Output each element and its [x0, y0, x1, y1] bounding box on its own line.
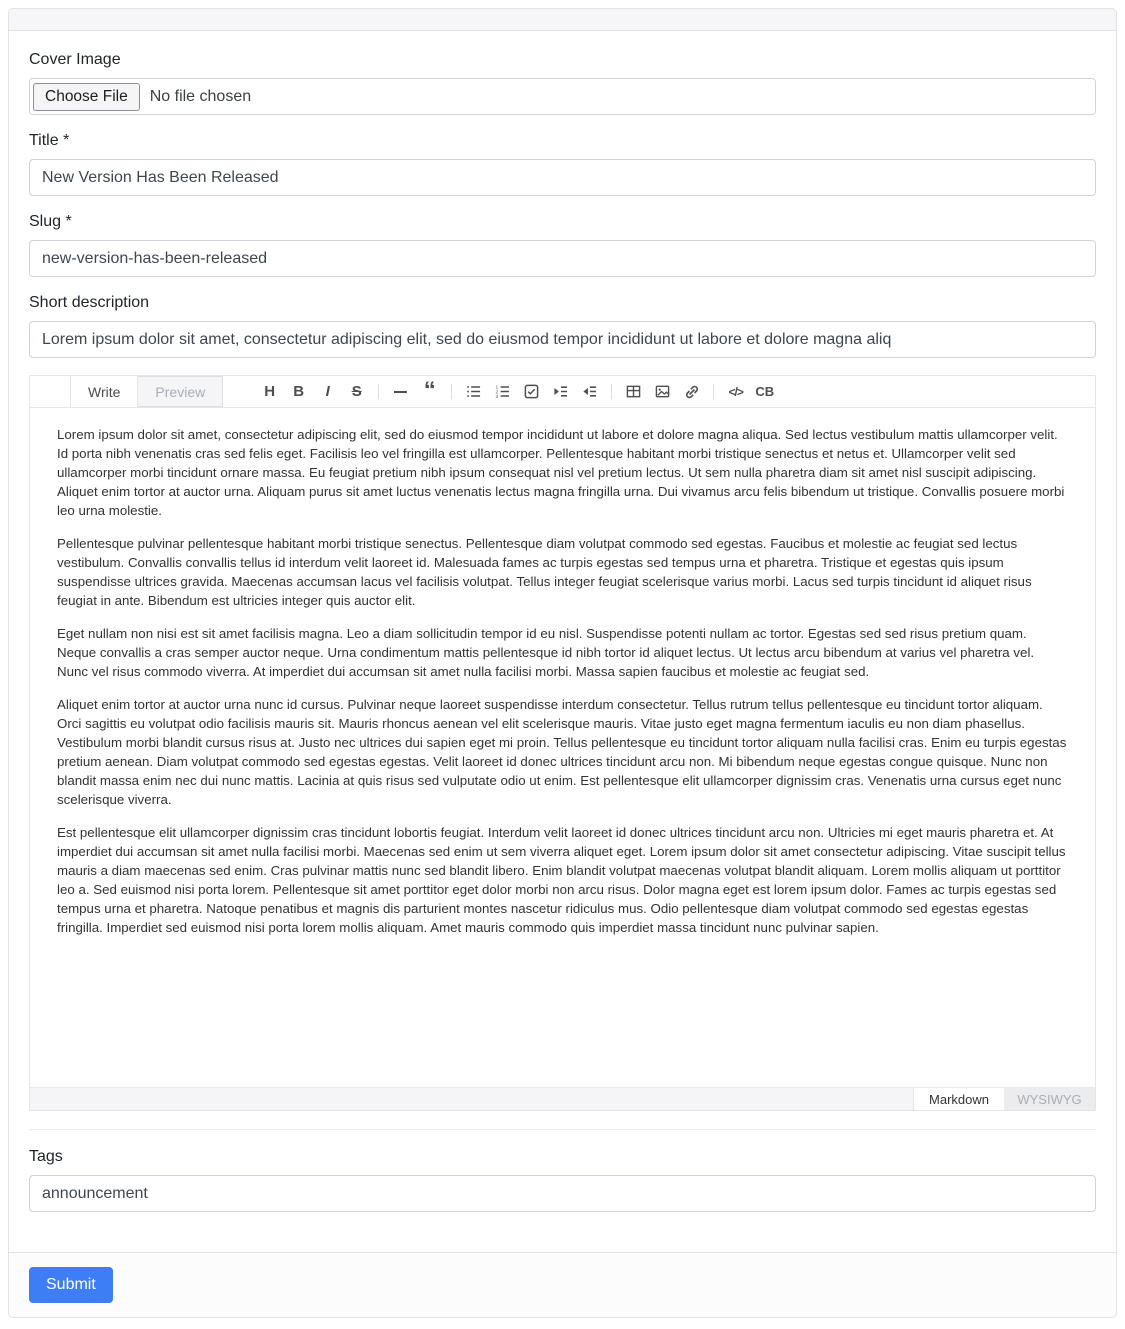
editor-paragraph: Eget nullam non nisi est sit amet facilisis magna. Leo a diam sollicitudin tempor id eu nisl. Suspendisse potenti nullam ac tortor. Egestas sed sed risus pretium quam. Neque convallis a cras semper auctor neque. Urna condimentum mattis pellentesque id nibh tortor id aliquet lectus. Ut lectus arcu bibendum at varius vel pharetra vel. Nunc vel risus commodo viverra. At imperdiet dui accumsan sit amet nulla facilisi morbi. Massa sapien faucibus et molestie ac feugiat sed.: [57, 626, 1035, 679]
editor-paragraph: Aliquet enim tortor at auctor urna nunc id cursus. Pulvinar neque laoreet suspendisse interdum consectetur. Tellus rutrum tellus pellentesque eu tincidunt tortor aliquam. Orci sagittis eu volutpat odio facilisis mauris sit. Mauris rhoncus aenean vel elit scelerisque mauris. Vitae justo eget magna fermentum iaculis eu non diam phasellus. Vestibulum morbi blandit cursus risus at. Justo nec ultrices dui sapien eget mi proin. Tellus pellentesque eu tincidunt tortor aliquam nulla facilisi cras. Enim eu turpis egestas pretium aenean. Diam volutpat commodo sed egestas egestas. Velit laoreet id donec ultrices tincidunt arcu non. Mi bibendum neque egestas congue quisque. Nunc non blandit massa enim nec dui nunc mattis. Lacinia at quis risus sed vulputate odio ut enim. Est pellentesque elit ullamcorper dignissim cras. Venenatis urna cursus eget nunc scelerisque viverra.: [57, 697, 1067, 807]
slug-label: Slug *: [29, 213, 72, 230]
toolbar-separator: [611, 384, 612, 399]
title-group: [29, 132, 1096, 196]
editor-paragraph: Lorem ipsum dolor sit amet, consectetur adipiscing elit, sed do eiusmod tempor incididunt ut labore et dolore magna aliqua. Sed lectus vestibulum mattis ullamcorper velit. Id porta nibh venenatis cras sed felis eget. Facilisis leo vel fringilla est ullamcorper. Pellentesque habitant morbi tristique senectus et netus et. Ullamcorper velit sed ullamcorper morbi tincidunt ornare massa. Eu feugiat pretium nibh ipsum consequat nisl vel pretium lectus. Ut sem nulla pharetra diam sit amet nisl suscipit adipiscing. Aliquet enim tortor at auctor urna. Aliquam purus sit amet luctus venenatis lectus magna fringilla urna. Dui vivamus arcu felis bibendum ut tristique. Convallis posuere morbi leo urna molestie.: [57, 427, 1065, 518]
toolbar-separator: [713, 384, 714, 399]
ol-icon[interactable]: [488, 377, 517, 406]
indent-icon[interactable]: [546, 377, 575, 406]
cover-image-file-input[interactable]: [29, 78, 1096, 115]
tab-write[interactable]: Write: [70, 376, 138, 407]
slug-input[interactable]: [29, 240, 1096, 277]
card-footer: [9, 1252, 1116, 1317]
tags-input[interactable]: [29, 1175, 1096, 1212]
hr-icon[interactable]: [386, 377, 415, 406]
italic-icon[interactable]: I: [325, 383, 330, 400]
tags-label: Tags: [29, 1148, 63, 1165]
short-description-input[interactable]: [29, 321, 1096, 358]
toolbar-buttons: [255, 376, 779, 407]
editor-mode-switch: [30, 1087, 1095, 1110]
editor-tabs: [70, 376, 223, 407]
title-label: Title *: [29, 132, 70, 149]
ul-icon[interactable]: [459, 377, 488, 406]
heading-icon[interactable]: H: [264, 383, 276, 400]
table-icon[interactable]: [619, 377, 648, 406]
svg-text:3: 3: [495, 394, 499, 399]
code-icon[interactable]: </>: [728, 384, 743, 399]
cover-image-label: Cover Image: [29, 51, 121, 68]
short-description-label: Short description: [29, 294, 150, 311]
codeblock-icon[interactable]: CB: [755, 384, 775, 399]
quote-icon[interactable]: “: [423, 376, 436, 404]
card-header: [9, 9, 1116, 31]
mode-tab-wysiwyg[interactable]: WYSIWYG: [1004, 1088, 1095, 1110]
task-icon[interactable]: [517, 377, 546, 406]
choose-file-button[interactable]: Choose File: [33, 83, 140, 111]
cover-image-group: [29, 51, 1096, 115]
svg-text:1: 1: [495, 384, 499, 390]
mode-tab-markdown[interactable]: Markdown: [913, 1088, 1004, 1110]
toolbar-separator: [378, 384, 379, 399]
outdent-icon[interactable]: [575, 377, 604, 406]
post-form-card: [8, 8, 1117, 1318]
card-body: [9, 31, 1116, 1252]
submit-button[interactable]: Submit: [29, 1267, 113, 1303]
link-icon[interactable]: [677, 377, 706, 406]
section-divider: [29, 1129, 1096, 1130]
image-icon[interactable]: [648, 377, 677, 406]
strike-icon[interactable]: S: [351, 383, 362, 400]
short-description-group: [29, 294, 1096, 358]
slug-group: [29, 213, 1096, 277]
editor-content-area[interactable]: [30, 408, 1095, 1087]
title-input[interactable]: [29, 159, 1096, 196]
tab-preview[interactable]: Preview: [138, 376, 223, 407]
svg-text:2: 2: [495, 389, 499, 395]
editor-paragraph: Pellentesque pulvinar pellentesque habitant morbi tristique senectus. Pellentesque diam volutpat commodo sed egestas. Faucibus et molestie ac feugiat sed lectus vestibulum. Convallis convallis tellus id interdum velit laoreet id. Malesuada fames ac turpis egestas sed tempus urna et pharetra. Tristique et egestas quis ipsum suspendisse ultrices gravida. Maecenas accumsan lacus vel facilisis volutpat. Tellus integer feugiat scelerisque varius morbi. Lacus sed turpis tincidunt id aliquet risus feugiat in ante. Bibendum est ultricies integer quis auctor elit.: [57, 536, 1032, 608]
editor-paragraph: Est pellentesque elit ullamcorper dignissim cras tincidunt lobortis feugiat. Interdum velit laoreet id donec ultrices tincidunt arcu non. Ultricies mi eget mauris pharetra et. At imperdiet dui accumsan sit amet nulla facilisi morbi. Maecenas sed enim ut sem viverra aliquet eget. Lorem ipsum dolor sit amet consectetur adipiscing. Vitae suscipit tellus mauris a diam maecenas sed enim. Cras pulvinar mattis nunc sed blandit libero. Enim blandit volutpat maecenas volutpat blandit aliquam. Lorem mollis aliquam ut porttitor leo a. Sed euismod nisi porta lorem. Pellentesque sit amet porttitor eget dolor morbi non arcu risus. Dolor magna eget est lorem ipsum dolor. Fames ac turpis egestas sed tempus urna et pharetra. Natoque penatibus et magnis dis parturient montes nascetur ridiculus mus. Odio pellentesque diam volutpat commodo sed egestas egestas fringilla. Imperdiet sed euismod nisi porta lorem mollis aliquam. Amet mauris commodo quis imperdiet massa tincidunt nunc pulvinar sapien.: [57, 825, 1066, 935]
page: [0, 8, 1125, 1329]
tags-group: [29, 1148, 1096, 1212]
editor-toolbar: [30, 376, 1095, 408]
markdown-editor: [29, 375, 1096, 1111]
toolbar-separator: [451, 384, 452, 399]
bold-icon[interactable]: B: [293, 383, 305, 400]
file-chosen-status: No file chosen: [149, 87, 252, 105]
